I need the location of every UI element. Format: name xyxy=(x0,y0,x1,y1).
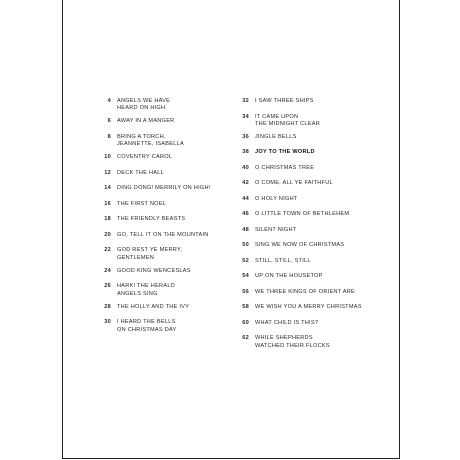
document-page xyxy=(62,0,400,459)
page-number: 40 xyxy=(242,164,249,171)
toc-entry xyxy=(95,268,245,275)
song-title: STILL, STILL, STILL xyxy=(255,257,311,264)
page-number: 38 xyxy=(242,149,249,156)
song-title: ANGELS WE HAVE HEARD ON HIGH xyxy=(117,98,171,112)
toc-entry xyxy=(233,335,393,350)
song-title: HARK! THE HERALD ANGELS SING xyxy=(117,283,175,297)
song-title: DECK THE HALL xyxy=(117,169,164,176)
page-number: 32 xyxy=(242,98,249,104)
page-number: 12 xyxy=(104,169,111,176)
page-number: 60 xyxy=(242,319,249,326)
toc-entry xyxy=(95,118,245,125)
song-title: GOD REST YE MERRY, GENTLEMEN xyxy=(117,247,183,261)
page-number: 14 xyxy=(104,185,111,192)
page-number: 62 xyxy=(242,335,249,342)
song-title: IT CAME UPON THE MIDNIGHT CLEAR xyxy=(255,113,321,127)
toc-entry xyxy=(233,242,393,249)
song-title: THE HOLLY AND THE IVY xyxy=(117,303,190,310)
song-title: I SAW THREE SHIPS xyxy=(255,98,314,104)
page-number: 24 xyxy=(104,267,111,274)
song-title: O HOLY NIGHT xyxy=(255,195,298,202)
page-number: 20 xyxy=(104,231,111,238)
page-number: 36 xyxy=(242,133,249,140)
page-number: 46 xyxy=(242,211,249,218)
song-title: WHAT CHILD IS THIS? xyxy=(255,319,319,326)
toc-entry xyxy=(95,283,245,298)
toc-entry xyxy=(233,258,393,265)
page-number: 4 xyxy=(107,98,111,104)
song-title: DING DONG! MERRILY ON HIGH! xyxy=(117,185,211,192)
page-number: 42 xyxy=(242,180,249,187)
song-title: WE WISH YOU A MERRY CHRISTMAS xyxy=(255,304,362,311)
song-title: AWAY IN A MANGER xyxy=(117,118,175,125)
toc-entry xyxy=(95,98,245,113)
toc-entry xyxy=(233,114,393,129)
song-title: GO, TELL IT ON THE MOUNTAIN xyxy=(117,231,209,238)
toc-entry xyxy=(95,201,245,208)
song-title: O COME, ALL YE FAITHFUL xyxy=(255,180,333,187)
song-title: SING WE NOW OF CHRISTMAS xyxy=(255,242,345,249)
toc-entry xyxy=(233,211,393,218)
toc-entry xyxy=(95,319,245,334)
page-number: 48 xyxy=(242,226,249,233)
toc-entry xyxy=(95,154,245,161)
toc-column-left xyxy=(95,98,245,340)
toc-entry xyxy=(95,304,245,311)
song-title: WHILE SHEPHERDS WATCHED THEIR FLOCKS xyxy=(255,335,330,349)
page-number: 52 xyxy=(242,257,249,264)
toc-entry xyxy=(95,185,245,192)
song-title: I HEARD THE BELLS ON CHRISTMAS DAY xyxy=(117,319,177,333)
song-title: O CHRISTMAS TREE xyxy=(255,164,315,171)
toc-entry xyxy=(233,98,393,105)
toc-entry xyxy=(95,216,245,223)
toc-entry xyxy=(95,247,245,262)
page-number: 8 xyxy=(107,133,111,140)
song-title: WE THREE KINGS OF ORIENT ARE xyxy=(255,288,356,295)
toc-entry xyxy=(233,273,393,280)
song-title: THE FRIENDLY BEASTS xyxy=(117,216,186,223)
song-title: SILENT NIGHT xyxy=(255,226,297,233)
page-number: 22 xyxy=(104,247,111,254)
song-title: COVENTRY CAROL xyxy=(117,154,173,161)
toc-entry xyxy=(233,227,393,234)
toc-entry xyxy=(233,304,393,311)
page-number: 6 xyxy=(107,118,111,125)
song-title: JINGLE BELLS xyxy=(255,133,297,140)
page-number: 58 xyxy=(242,304,249,311)
toc-entry xyxy=(233,320,393,327)
toc-entry xyxy=(233,134,393,141)
song-title: THE FIRST NOEL xyxy=(117,200,167,207)
toc-entry xyxy=(233,149,393,156)
toc-entry xyxy=(95,134,245,149)
song-title: UP ON THE HOUSETOP xyxy=(255,273,323,280)
page-number: 30 xyxy=(104,319,111,326)
toc-entry xyxy=(233,165,393,172)
toc-column-right xyxy=(233,98,393,356)
toc-entry xyxy=(233,180,393,187)
toc-entry xyxy=(233,289,393,296)
page-number: 16 xyxy=(104,200,111,207)
song-title: O LITTLE TOWN OF BETHLEHEM xyxy=(255,211,350,218)
toc-entry xyxy=(95,170,245,177)
page-number: 44 xyxy=(242,195,249,202)
page-number: 50 xyxy=(242,242,249,249)
page-number: 18 xyxy=(104,216,111,223)
page-number: 54 xyxy=(242,273,249,280)
page-number: 26 xyxy=(104,283,111,290)
page-number: 28 xyxy=(104,303,111,310)
page-number: 10 xyxy=(104,154,111,161)
song-title: GOOD KING WENCESLAS xyxy=(117,267,191,274)
song-title: JOY TO THE WORLD xyxy=(255,149,315,156)
page-number: 34 xyxy=(242,113,249,120)
page-number: 56 xyxy=(242,288,249,295)
toc-entry xyxy=(233,196,393,203)
toc-entry xyxy=(95,232,245,239)
song-title: BRING A TORCH, JEANNETTE, ISABELLA xyxy=(117,133,184,148)
